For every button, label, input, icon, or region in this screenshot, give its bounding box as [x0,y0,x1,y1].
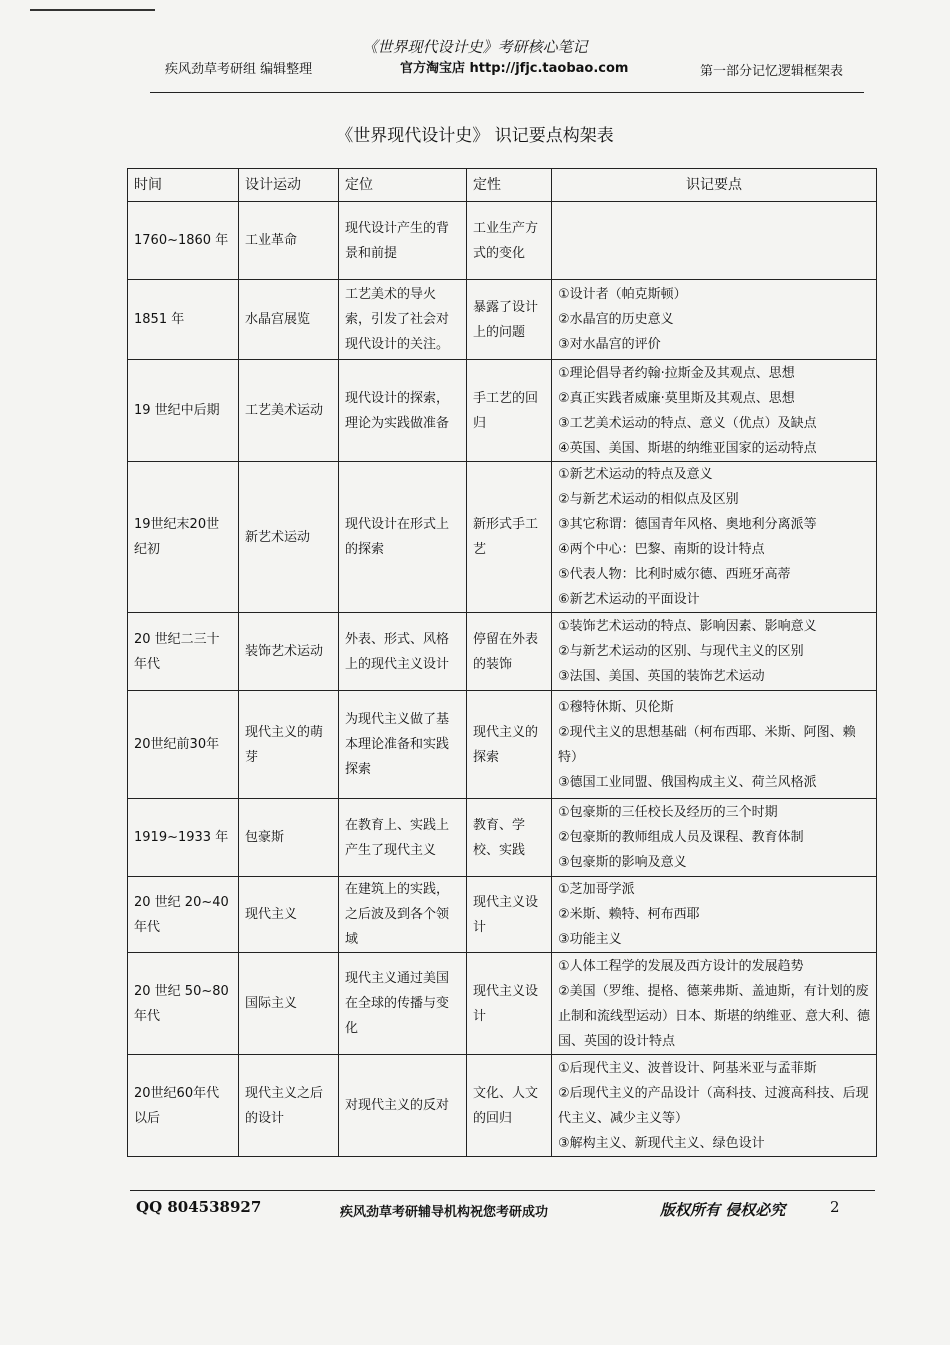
point-item: ③其它称谓：德国青年风格、奥地利分离派等 [558,517,817,532]
point-item: ④两个中心：巴黎、南斯的设计特点 [558,542,765,557]
cell-position: 现代主义通过美国在全球的传播与变化 [339,953,467,1055]
point-item: ①后现代主义、波普设计、阿基米亚与孟菲斯 [558,1060,817,1076]
point-item: ②美国（罗维、提格、德莱弗斯、盖迪斯，有计划的废止制和流线型运动）日本、斯堪的纳维亚、意大利、德国、英国的设计特点 [558,983,870,1049]
point-item: ③包豪斯的影响及意义 [558,855,687,870]
cell-movement: 现代主义 [239,877,339,953]
table-header-row [128,169,877,202]
point-item: ②后现代主义的产品设计（高科技、过渡高科技、后现代主义、减少主义等） [558,1085,869,1126]
header-rule [150,92,864,93]
cell-time: 20世纪60年代以后 [128,1055,239,1157]
header-nature: 定性 [467,169,552,202]
cell-movement: 水晶宫展览 [239,280,339,360]
cell-nature: 新形式手工艺 [467,462,552,613]
cell-position: 在建筑上的实践，之后波及到各个领域 [339,877,467,953]
cell-time: 20 世纪 50~80 年代 [128,953,239,1055]
point-item: ③解构主义、新现代主义、绿色设计 [558,1135,765,1151]
point-item: ①新艺术运动的特点及意义 [558,467,713,482]
cell-nature: 工业生产方式的变化 [467,202,552,280]
point-item: ①包豪斯的三任校长及经历的三个时期 [558,805,778,820]
cell-movement: 国际主义 [239,953,339,1055]
cell-position: 对现代主义的反对 [339,1055,467,1157]
cell-points [552,462,877,613]
cell-position: 为现代主义做了基本理论准备和实践探索 [339,691,467,799]
section-label: 第一部分记忆逻辑框架表 [700,64,844,79]
point-item: ②与新艺术运动的相似点及区别 [558,492,739,507]
point-item: ③德国工业同盟、俄国构成主义、荷兰风格派 [558,774,817,790]
footer-rule [130,1190,875,1191]
framework-table [127,168,877,1157]
cell-position: 现代设计产生的背景和前提 [339,202,467,280]
table-row [128,877,877,953]
point-item: ②与新艺术运动的区别、与现代主义的区别 [558,644,804,659]
copyright-notice: 版权所有 侵权必究 [660,1201,786,1219]
document-title: 《世界现代设计史》 识记要点构架表 [336,126,614,146]
table-row [128,1055,877,1157]
cell-position: 现代设计的探索，理论为实践做准备 [339,360,467,462]
table-row [128,202,877,280]
point-item: ③法国、美国、英国的装饰艺术运动 [558,669,765,684]
cell-time: 19 世纪中后期 [128,360,239,462]
cell-points [552,877,877,953]
point-item: ①装饰艺术运动的特点、影响因素、影响意义 [558,619,817,634]
point-item: ⑥新艺术运动的平面设计 [558,592,700,607]
cell-movement: 装饰艺术运动 [239,613,339,691]
cell-time: 1851 年 [128,280,239,360]
cell-nature: 现代主义的探索 [467,691,552,799]
cell-time: 19世纪末20世纪初 [128,462,239,613]
table-row [128,953,877,1055]
page-number: 2 [830,1198,840,1216]
point-item: ①人体工程学的发展及西方设计的发展趋势 [558,958,804,974]
point-item: ①穆特休斯、贝伦斯 [558,699,674,715]
cell-position: 在教育上、实践上产生了现代主义 [339,799,467,877]
point-item: ②现代主义的思想基础（柯布西耶、米斯、阿图、赖特） [558,724,856,765]
cell-points [552,202,877,280]
cell-position: 外表、形式、风格上的现代主义设计 [339,613,467,691]
cell-points [552,360,877,462]
cell-points [552,691,877,799]
page-header [0,34,950,94]
cell-points [552,953,877,1055]
header-time: 时间 [128,169,239,202]
header-points: 识记要点 [552,169,877,202]
cell-time: 20世纪前30年 [128,691,239,799]
cell-position: 现代设计在形式上的探索 [339,462,467,613]
cell-points [552,613,877,691]
point-item: ④英国、美国、斯堪的纳维亚国家的运动特点 [558,440,817,456]
cell-time: 20 世纪二三十年代 [128,613,239,691]
cell-nature: 文化、人文的回归 [467,1055,552,1157]
point-item: ③对水晶宫的评价 [558,337,661,352]
footer-slogan: 疾风劲草考研辅导机构祝您考研成功 [340,1205,549,1220]
qq-number: QQ 804538927 [136,1198,262,1216]
cell-time: 1919~1933 年 [128,799,239,877]
header-position: 定位 [339,169,467,202]
editor-credit: 疾风劲草考研组 编辑整理 [165,62,313,77]
point-item: ②水晶宫的历史意义 [558,312,674,327]
table-row [128,462,877,613]
cell-points [552,280,877,360]
point-item: ①设计者（帕克斯顿） [558,287,687,302]
cell-time: 1760~1860 年 [128,202,239,280]
table-row [128,799,877,877]
point-item: ③功能主义 [558,932,622,947]
point-item: ③工艺美术运动的特点、意义（优点）及缺点 [558,415,817,431]
page-footer [0,1198,950,1222]
cell-nature: 现代主义设计 [467,877,552,953]
point-item: ②米斯、赖特、柯布西耶 [558,907,700,922]
shop-link: 官方淘宝店 http://jfjc.taobao.com [400,61,629,76]
cell-movement: 现代主义之后的设计 [239,1055,339,1157]
book-title: 《世界现代设计史》考研核心笔记 [362,38,588,56]
table-row [128,280,877,360]
cell-time: 20 世纪 20~40 年代 [128,877,239,953]
cell-points [552,1055,877,1157]
cell-nature: 暴露了设计上的问题 [467,280,552,360]
table-row [128,613,877,691]
point-item: ②包豪斯的教师组成人员及课程、教育体制 [558,830,804,845]
cell-nature: 手工艺的回归 [467,360,552,462]
scan-mark-top-left [30,9,155,11]
cell-movement: 新艺术运动 [239,462,339,613]
cell-nature: 停留在外表的装饰 [467,613,552,691]
point-item: ②真正实践者威廉·莫里斯及其观点、思想 [558,390,795,406]
cell-nature: 现代主义设计 [467,953,552,1055]
point-item: ①芝加哥学派 [558,882,635,897]
table-row [128,691,877,799]
cell-movement: 工艺美术运动 [239,360,339,462]
header-movement: 设计运动 [239,169,339,202]
cell-movement: 现代主义的萌芽 [239,691,339,799]
cell-points [552,799,877,877]
table-row [128,360,877,462]
cell-movement: 工业革命 [239,202,339,280]
point-item: ⑤代表人物：比利时威尔德、西班牙高蒂 [558,567,791,582]
cell-position: 工艺美术的导火索，引发了社会对现代设计的关注。 [339,280,467,360]
cell-nature: 教育、学校、实践 [467,799,552,877]
cell-movement: 包豪斯 [239,799,339,877]
point-item: ①理论倡导者约翰·拉斯金及其观点、思想 [558,365,795,381]
